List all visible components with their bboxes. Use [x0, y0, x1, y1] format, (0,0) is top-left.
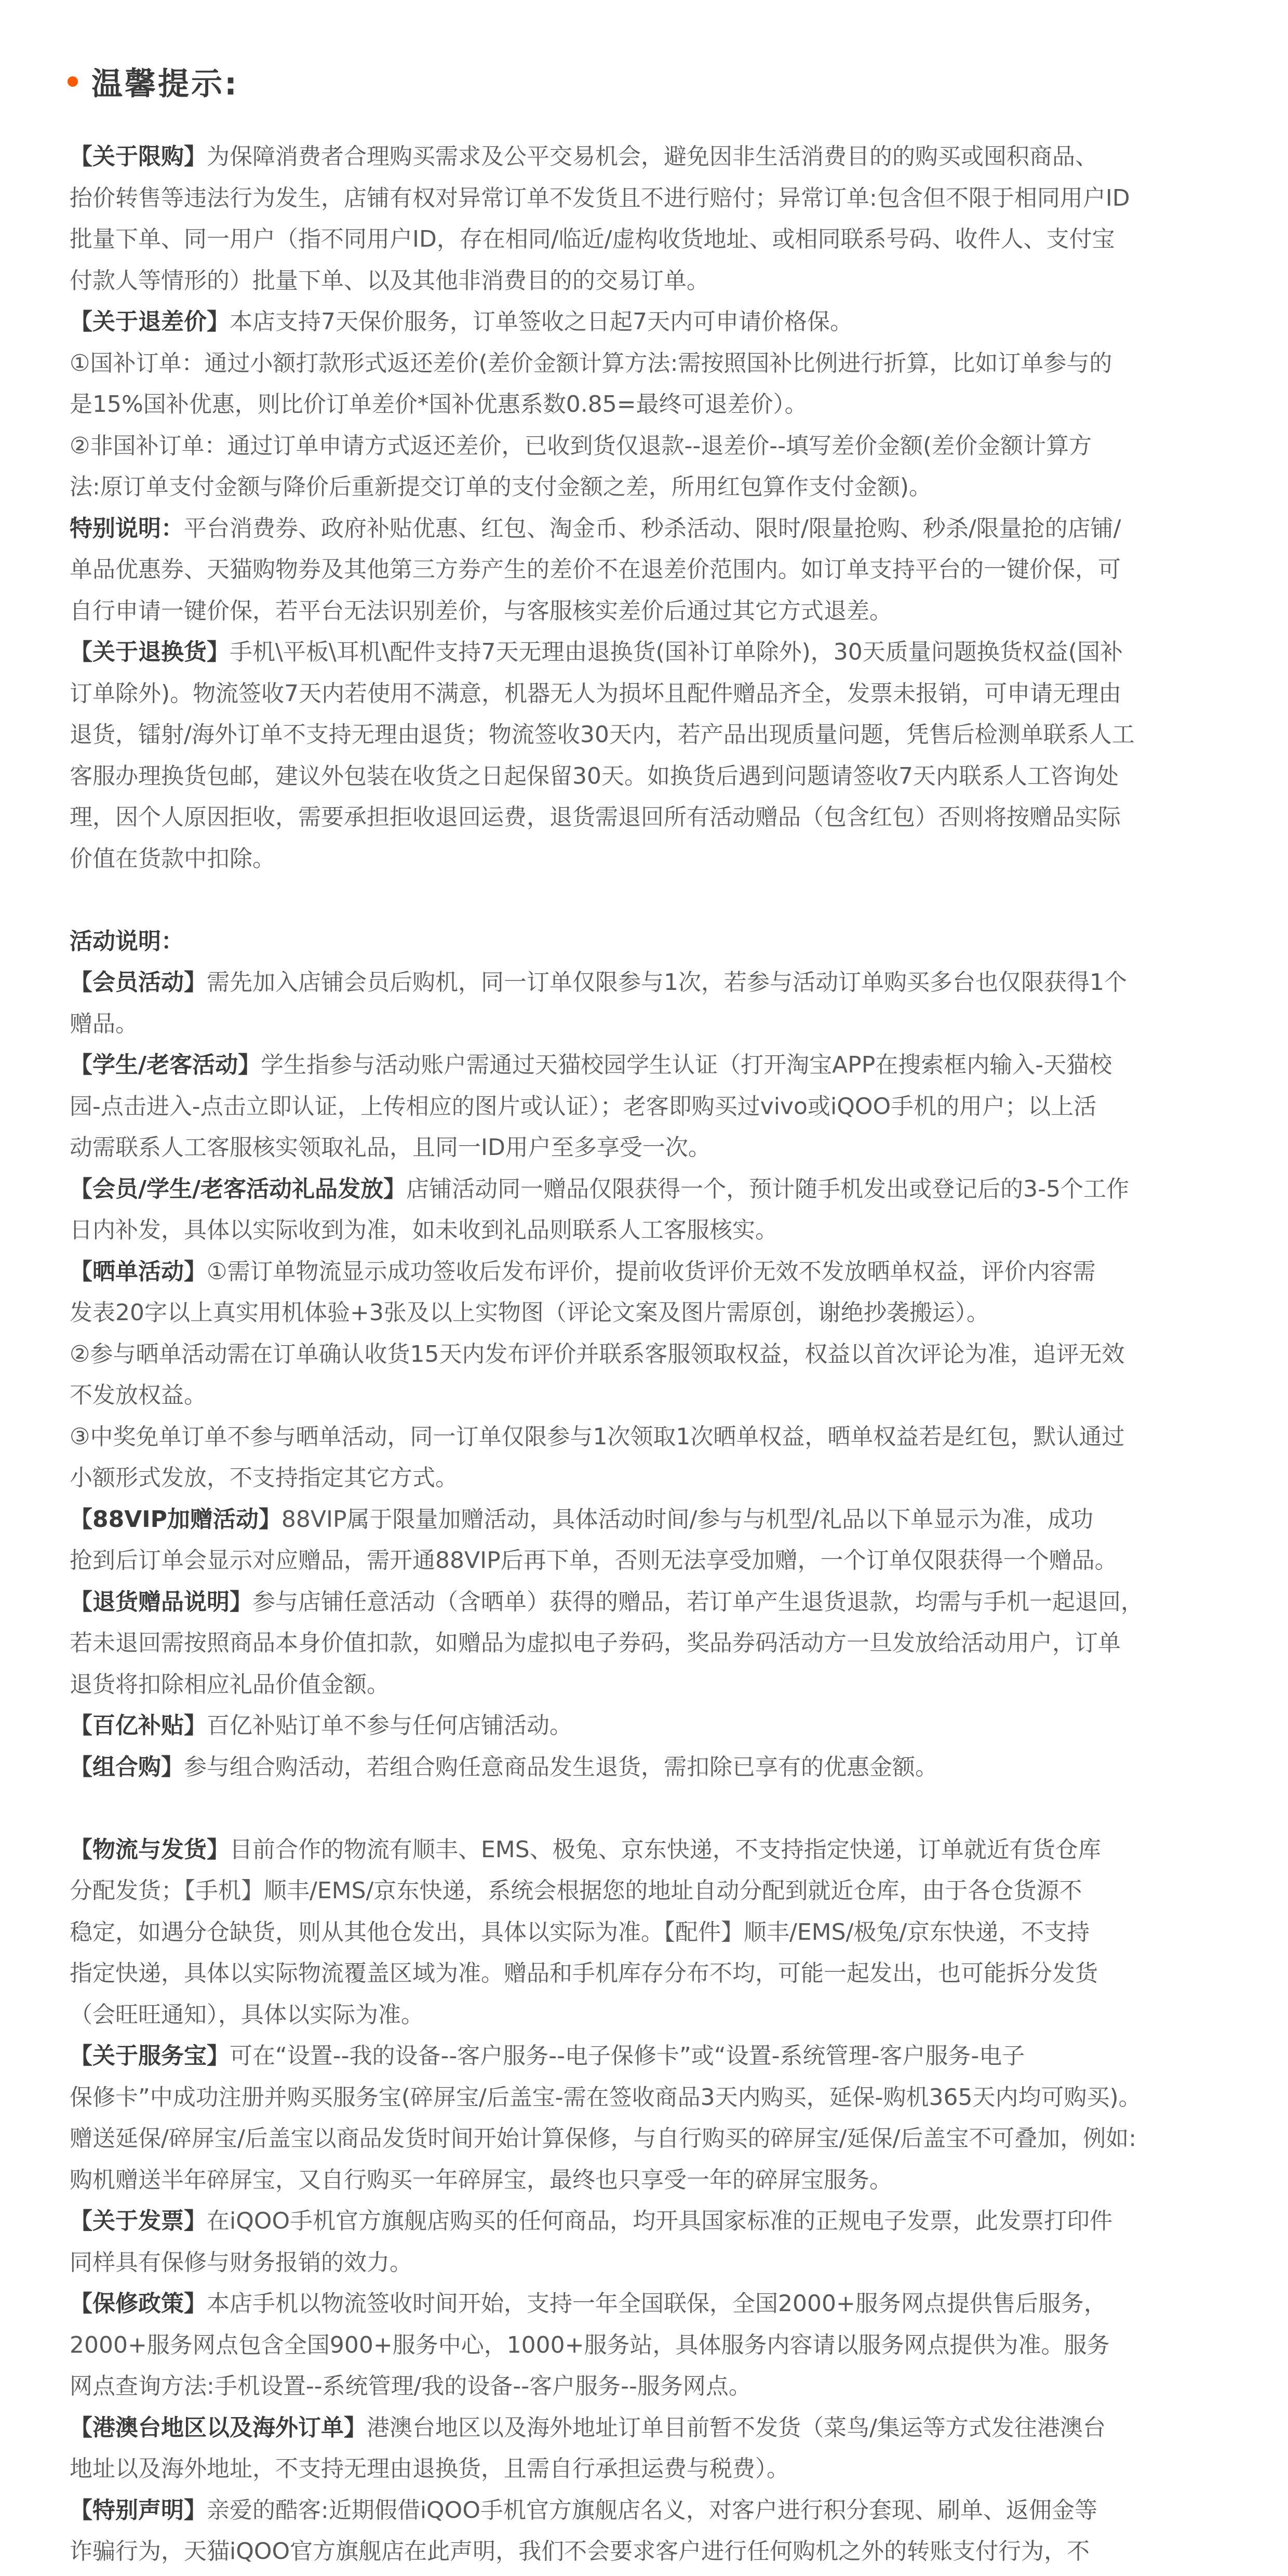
line-text: 抬价转售等违法行为发生，店铺有权对异常订单不发货且不进行赔付；异常订单:包含但不限于相同用户ID: [70, 184, 1130, 211]
notice-line: [70, 549, 1228, 591]
line-text: 店铺活动同一赠品仅限获得一个，预计随手机发出或登记后的3-5个工作: [406, 1175, 1130, 1202]
notice-line: [70, 673, 1228, 715]
notice-header: [68, 58, 239, 105]
line-text: 发表20字以上真实用机体验+3张及以上实物图（评论文案及图片需原创，谢绝抄袭搬运）。: [70, 1299, 989, 1326]
notice-line: [70, 1829, 1228, 1871]
line-text: ③中奖免单订单不参与晒单活动，同一订单仅限参与1次领取1次晒单权益，晒单权益若是红包，默认通过: [70, 1423, 1125, 1450]
notice-line: [70, 1044, 1228, 1086]
section-label: 【关于发票】: [70, 2208, 207, 2234]
notice-line: [70, 260, 1228, 302]
line-text: 价值在货款中扣除。: [70, 845, 275, 872]
section-label: 【退货赠品说明】: [70, 1588, 252, 1615]
notice-line: [70, 219, 1228, 260]
notice-line: [70, 2366, 1228, 2407]
section-label: 【学生/老客活动】: [70, 1052, 261, 1078]
notice-line: [70, 2242, 1228, 2284]
line-text: ①国补订单：通过小额打款形式返还差价(差价金额计算方法:需按照国补比例进行折算，比如订单参与的: [70, 350, 1112, 377]
line-text: 指定快递，具体以实际物流覆盖区域为准。赠品和手机库存分布不均，可能一起发出，也可能拆分发货: [70, 1960, 1098, 1987]
line-text: 手机\平板\耳机\配件支持7天无理由退换货(国补订单除外)，30天质量问题换货权益(国补: [230, 639, 1123, 665]
line-text: 退货将扣除相应礼品价值金额。: [70, 1671, 390, 1698]
notice-line: [70, 1251, 1228, 1293]
line-text: 亲爱的酷客:近期假借iQOO手机官方旗舰店名义，对客户进行积分套现、刷单、返佣金等: [207, 2497, 1097, 2524]
notice-line: [70, 962, 1228, 1003]
line-text: 本店支持7天保价服务，订单签收之日起7天内可申请价格保。: [230, 308, 853, 335]
section-label: 【百亿补贴】: [70, 1712, 207, 1739]
section-label: 【关于退差价】: [70, 308, 230, 335]
line-text: 稳定，如遇分仓缺货，则从其他仓发出，具体以实际为准。【配件】顺丰/EMS/极兔/京东快递，不支持: [70, 1918, 1090, 1946]
notice-line: [70, 591, 1228, 632]
section-label: 【关于限购】: [70, 143, 207, 170]
line-text: ②非国补订单：通过订单申请方式返还差价，已收到货仅退款--退差价--填写差价金额(差价金额计算方: [70, 432, 1092, 459]
notice-line: [70, 508, 1228, 549]
line-text: ①需订单物流显示成功签收后发布评价，提前收货评价无效不发放晒单权益，评价内容需: [207, 1258, 1096, 1285]
line-text: 自行申请一键价保，若平台无法识别差价，与客服核实差价后通过其它方式退差。: [70, 597, 892, 624]
notice-line: [70, 879, 1228, 921]
line-text: 同样具有保修与财务报销的效力。: [70, 2249, 412, 2276]
line-text: 可在“设置--我的设备--客户服务--电子保修卡”或“设置-系统管理-客户服务-电子: [230, 2043, 1025, 2069]
notice-line: [70, 343, 1228, 384]
section-label: 【晒单活动】: [70, 1258, 207, 1285]
notice-line: [70, 1540, 1228, 1581]
notice-line: [70, 2159, 1228, 2201]
notice-line: [70, 1664, 1228, 1706]
notice-line: [70, 1127, 1228, 1169]
notice-line: [70, 1375, 1228, 1416]
line-text: 目前合作的物流有顺丰、EMS、极兔、京东快递，不支持指定快递，订单就近有货仓库: [230, 1836, 1101, 1863]
notice-line: [70, 1499, 1228, 1540]
notice-line: [70, 2448, 1228, 2490]
line-text: 园-点击进入-点击立即认证，上传相应的图片或认证）；老客即购买过vivo或iQOO手机的用户；以上活: [70, 1093, 1097, 1120]
notice-line: [70, 1416, 1228, 1458]
line-text: 港澳台地区以及海外地址订单目前暂不发货（菜鸟/集运等方式发往港澳台: [367, 2414, 1106, 2441]
line-text: 退货，镭射/海外订单不支持无理由退货；物流签收30天内，若产品出现质量问题，凭售后检测单联系人工: [70, 721, 1135, 748]
line-text: 日内补发，具体以实际收到为准，如未收到礼品则联系人工客服核实。: [70, 1217, 778, 1243]
notice-line: [70, 384, 1228, 425]
notice-line: [70, 1210, 1228, 1251]
bullet-dot-icon: [68, 76, 78, 87]
section-label: 【组合购】: [70, 1753, 184, 1780]
notice-line: [70, 136, 1228, 178]
section-label: 【88VIP加赠活动】: [70, 1506, 281, 1533]
line-text: 动需联系人工客服核实领取礼品，且同一ID用户至多享受一次。: [70, 1134, 711, 1161]
section-label: 【会员/学生/老客活动礼品发放】: [70, 1175, 407, 1202]
notice-line: [70, 797, 1228, 838]
line-text: 赠送延保/碎屏宝/后盖宝以商品发货时间开始计算保修，与自行购买的碎屏宝/延保/后盖宝不可叠加，例如:: [70, 2125, 1137, 2152]
section-label: 【物流与发货】: [70, 1836, 230, 1863]
line-text: 批量下单、同一用户（指不同用户ID，存在相同/临近/虚构收货地址、或相同联系号码、收件人、支付宝: [70, 226, 1115, 252]
notice-line: [70, 2118, 1228, 2159]
notice-line: [70, 2407, 1228, 2449]
line-text: 学生指参与活动账户需通过天猫校园学生认证（打开淘宝APP在搜索框内输入-天猫校: [261, 1052, 1112, 1078]
notice-line: [70, 1870, 1228, 1912]
notice-line: [70, 2201, 1228, 2242]
line-text: 理，因个人原因拒收，需要承担拒收退回运费，退货需退回所有活动赠品（包含红包）否则将按赠品实际: [70, 804, 1121, 830]
notice-line: [70, 1705, 1228, 1747]
line-text: 赠品。: [70, 1010, 138, 1037]
section-label: 活动说明：: [70, 928, 184, 955]
line-text: 百亿补贴订单不参与任何店铺活动。: [207, 1712, 572, 1739]
notice-line: [70, 1334, 1228, 1375]
line-text: 保修卡”中成功注册并购买服务宝(碎屏宝/后盖宝-需在签收商品3天内购买，延保-购机365天内均可购买)。: [70, 2084, 1142, 2111]
notice-line: [70, 2283, 1228, 2325]
notice-line: [70, 1581, 1228, 1623]
line-text: 平台消费券、政府补贴优惠、红包、淘金币、秒杀活动、限时/限量抢购、秒杀/限量抢的店铺/: [184, 515, 1121, 542]
line-text: 为保障消费者合理购买需求及公平交易机会，避免因非生活消费目的的购买或囤积商品、: [207, 143, 1098, 170]
notice-line: [70, 1994, 1228, 2036]
notice-line: [70, 2077, 1228, 2118]
notice-line: [70, 301, 1228, 343]
section-label: 【关于服务宝】: [70, 2043, 230, 2069]
section-label: 【保修政策】: [70, 2290, 207, 2317]
notice-line: [70, 1169, 1228, 1210]
line-text: 购机赠送半年碎屏宝，又自行购买一年碎屏宝，最终也只享受一年的碎屏宝服务。: [70, 2166, 892, 2193]
notice-line: [70, 838, 1228, 880]
line-text: 网点查询方法:手机设置--系统管理/我的设备--客户服务--服务网点。: [70, 2373, 752, 2399]
line-text: （会旺旺通知），具体以实际为准。: [70, 2001, 424, 2028]
line-text: 客服办理换货包邮，建议外包装在收货之日起保留30天。如换货后遇到问题请签收7天内联系人工咨询处: [70, 762, 1119, 789]
line-text: 是15%国补优惠，则比价订单差价*国补优惠系数0.85=最终可退差价）。: [70, 391, 808, 418]
line-text: 订单除外)。物流签收7天内若使用不满意，机器无人为损坏且配件赠品齐全，发票未报销，可申请无理由: [70, 680, 1122, 707]
notice-line: [70, 2531, 1228, 2572]
notice-line: [70, 756, 1228, 797]
notice-line: [70, 632, 1228, 673]
section-label: 【会员活动】: [70, 969, 207, 996]
page-title: 温馨提示:: [91, 66, 239, 102]
notice-line: [70, 1622, 1228, 1664]
notice-line: [70, 1086, 1228, 1128]
notice-line: [70, 1912, 1228, 1953]
notice-line: [70, 1788, 1228, 1829]
notice-line: [70, 1747, 1228, 1788]
line-text: 不发放权益。: [70, 1382, 207, 1408]
line-text: 若未退回需按照商品本身价值扣款，如赠品为虚拟电子券码，奖品券码活动方一旦发放给活动用户，订单: [70, 1630, 1121, 1656]
line-text: 需先加入店铺会员后购机，同一订单仅限参与1次，若参与活动订单购买多台也仅限获得1个: [207, 969, 1127, 996]
notice-content: [70, 136, 1228, 2572]
line-text: 地址以及海外地址，不支持无理由退换货，且需自行承担运费与税费）。: [70, 2456, 789, 2482]
line-text: 抢到后订单会显示对应赠品，需开通88VIP后再下单，否则无法享受加赠，一个订单仅限获得一个赠品。: [70, 1547, 1118, 1574]
line-text: 单品优惠券、天猫购物券及其他第三方券产生的差价不在退差价范围内。如订单支持平台的一键价保，可: [70, 556, 1121, 583]
section-label: 【关于退换货】: [70, 639, 230, 665]
notice-line: [70, 1003, 1228, 1045]
notice-line: [70, 1292, 1228, 1334]
notice-line: [70, 1457, 1228, 1499]
line-text: 参与组合购活动，若组合购任意商品发生退货，需扣除已享有的优惠金额。: [184, 1753, 938, 1780]
notice-line: [70, 2035, 1228, 2077]
line-text: 诈骗行为，天猫iQOO官方旗舰店在此声明，我们不会要求客户进行任何购机之外的转账支付行为，不: [70, 2538, 1090, 2565]
notice-line: [70, 714, 1228, 756]
section-label: 【港澳台地区以及海外订单】: [70, 2414, 367, 2441]
line-text: 分配发货；【手机】顺丰/EMS/京东快递，系统会根据您的地址自动分配到就近仓库，由于各仓货源不: [70, 1877, 1082, 1904]
notice-line: [70, 2325, 1228, 2366]
line-text: ②参与晒单活动需在订单确认收货15天内发布评价并联系客服领取权益，权益以首次评论为准，追评无效: [70, 1340, 1125, 1367]
line-text: 本店手机以物流签收时间开始，支持一年全国联保，全国2000+服务网点提供售后服务，: [207, 2290, 1107, 2317]
notice-line: [70, 1953, 1228, 1994]
notice-line: [70, 466, 1228, 508]
notice-line: [70, 921, 1228, 962]
notice-line: [70, 425, 1228, 467]
line-text: 法:原订单支付金额与降价后重新提交订单的支付金额之差，所用红包算作支付金额)。: [70, 474, 932, 500]
line-text: 88VIP属于限量加赠活动，具体活动时间/参与与机型/礼品以下单显示为准，成功: [281, 1506, 1094, 1533]
line-text: 付款人等情形的）批量下单、以及其他非消费目的的交易订单。: [70, 267, 709, 294]
line-text: 在iQOO手机官方旗舰店购买的任何商品，均开具国家标准的正规电子发票，此发票打印件: [207, 2208, 1113, 2234]
notice-line: [70, 2490, 1228, 2531]
line-text: 2000+服务网点包含全国900+服务中心，1000+服务站，具体服务内容请以服务网点提供为准。服务: [70, 2331, 1110, 2358]
line-text: 小额形式发放，不支持指定其它方式。: [70, 1465, 458, 1491]
section-label: 【特别声明】: [70, 2497, 207, 2524]
section-label: 特别说明：: [70, 515, 184, 542]
notice-line: [70, 178, 1228, 219]
line-text: 参与店铺任意活动（含晒单）获得的赠品，若订单产生退货退款，均需与手机一起退回，: [252, 1588, 1144, 1615]
